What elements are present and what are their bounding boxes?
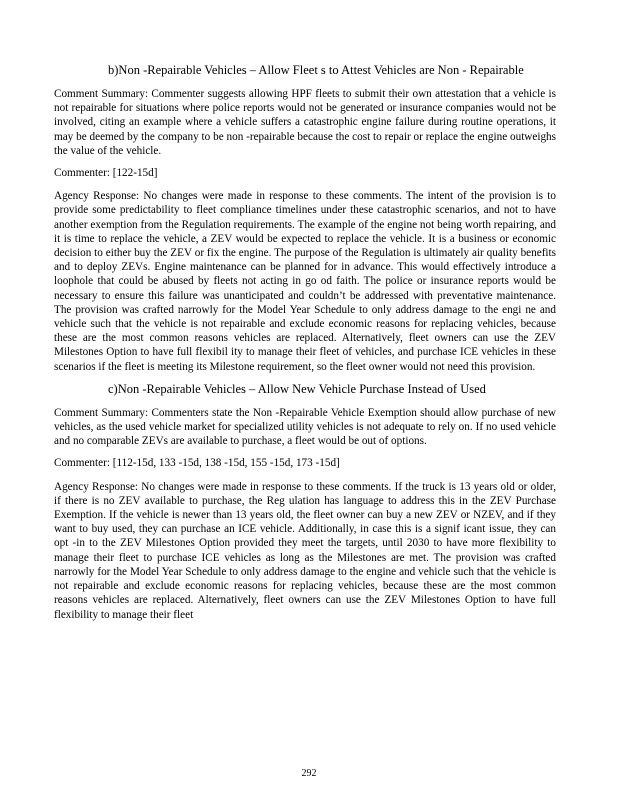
section-b-heading: b)Non -Repairable Vehicles – Allow Fleet s to Attest Vehicles are Non - Repairable: [108, 63, 524, 77]
section-b-agency-response: Agency Response: No changes were made in response to these comments. The intent of the provision is to provide some predictability to fleet compliance timelines under these catastrophic scenarios, and not to have another exemption from the Regulation requirements. The example of the engine not being worth repairing, and it is time to replace the vehicle, a ZEV would be expected to replace the vehicle. It is a business or economic decision to either buy the ZEV or fix the engine. The purpose of the Regulation is ultimately air quality benefits and to deploy ZEVs. Engine maintenance can be planned for in advance. This would effectively introduce a loophole that could be abused by fleets not acting in go od faith. The police or insurance reports would be necessary to ensure this failure was unanticipated and couldn’t be addressed with preventative maintenance. The provision was crafted narrowly for the Model Year Schedule to only address damage to the engi ne and vehicle such that the vehicle is not repairable and exclude economic reasons for replacing vehicles, because these are the most common reasons vehicles are replaced. Alternatively, fleet owners can use the ZEV Milestones Option to have full flexibil ity to manage their fleet of vehicles, and purchase ICE vehicles in these scenarios if the fleet is meeting its Milestone requirement, so the fleet owner would not need this provision.: [54, 190, 556, 373]
section-c-commenter: Commenter: [112-15d, 133 -15d, 138 -15d, 155 -15d, 173 -15d]: [54, 457, 340, 470]
section-b-comment-summary: Comment Summary: Commenter suggests allowing HPF fleets to submit their own attestation that a vehicle is not repairable for situations where police reports would not be generated or insurance companies would not be involved, citing an example where a vehicle suffers a catastrophic engine failure during routine operations, it may be deemed by the company to be non -repairable because the cost to repair or replace the engine outweighs the value of the vehicle.: [54, 88, 556, 157]
section-c-comment-summary: Comment Summary: Commenters state the Non -Repairable Vehicle Exemption should allow purchase of new vehicles, as the used vehicle market for specialized utility vehicles is not adequate to rely on. If no used vehicle and no comparable ZEVs are available to purchase, a fleet would be out of options.: [54, 406, 556, 448]
section-b-commenter: Commenter: [122-15d]: [54, 167, 158, 180]
section-c-heading: c)Non -Repairable Vehicles – Allow New Vehicle Purchase Instead of Used: [108, 381, 486, 396]
page-number: 292: [301, 768, 317, 779]
section-c-agency-response: Agency Response: No changes were made in response to these comments. If the truck is 13 years old or older, if there is no ZEV available to purchase, the Reg ulation has language to address this in the ZEV Purchase Exemption. If the vehicle is newer than 13 years old, the fleet owner can buy a new ZEV or NZEV, and if they want to buy used, they can purchase an ICE vehicle. Additionally, in case this is a signif icant issue, they can opt -in to the ZEV Milestones Option provided they meet the targets, until 2030 to have more flexibility to manage their fleet to purchase ICE vehicles as long as the Milestones are met. The provision was crafted narrowly for the Model Year Schedule to only address damage to the engine and vehicle such that the vehicle is not repairable and exclude economic reasons for replacing vehicles, because these are the most common reasons vehicles are replaced. Alternatively, fleet owners can use the ZEV Milestones Option to have full flexibility to manage their fleet: [54, 480, 556, 621]
